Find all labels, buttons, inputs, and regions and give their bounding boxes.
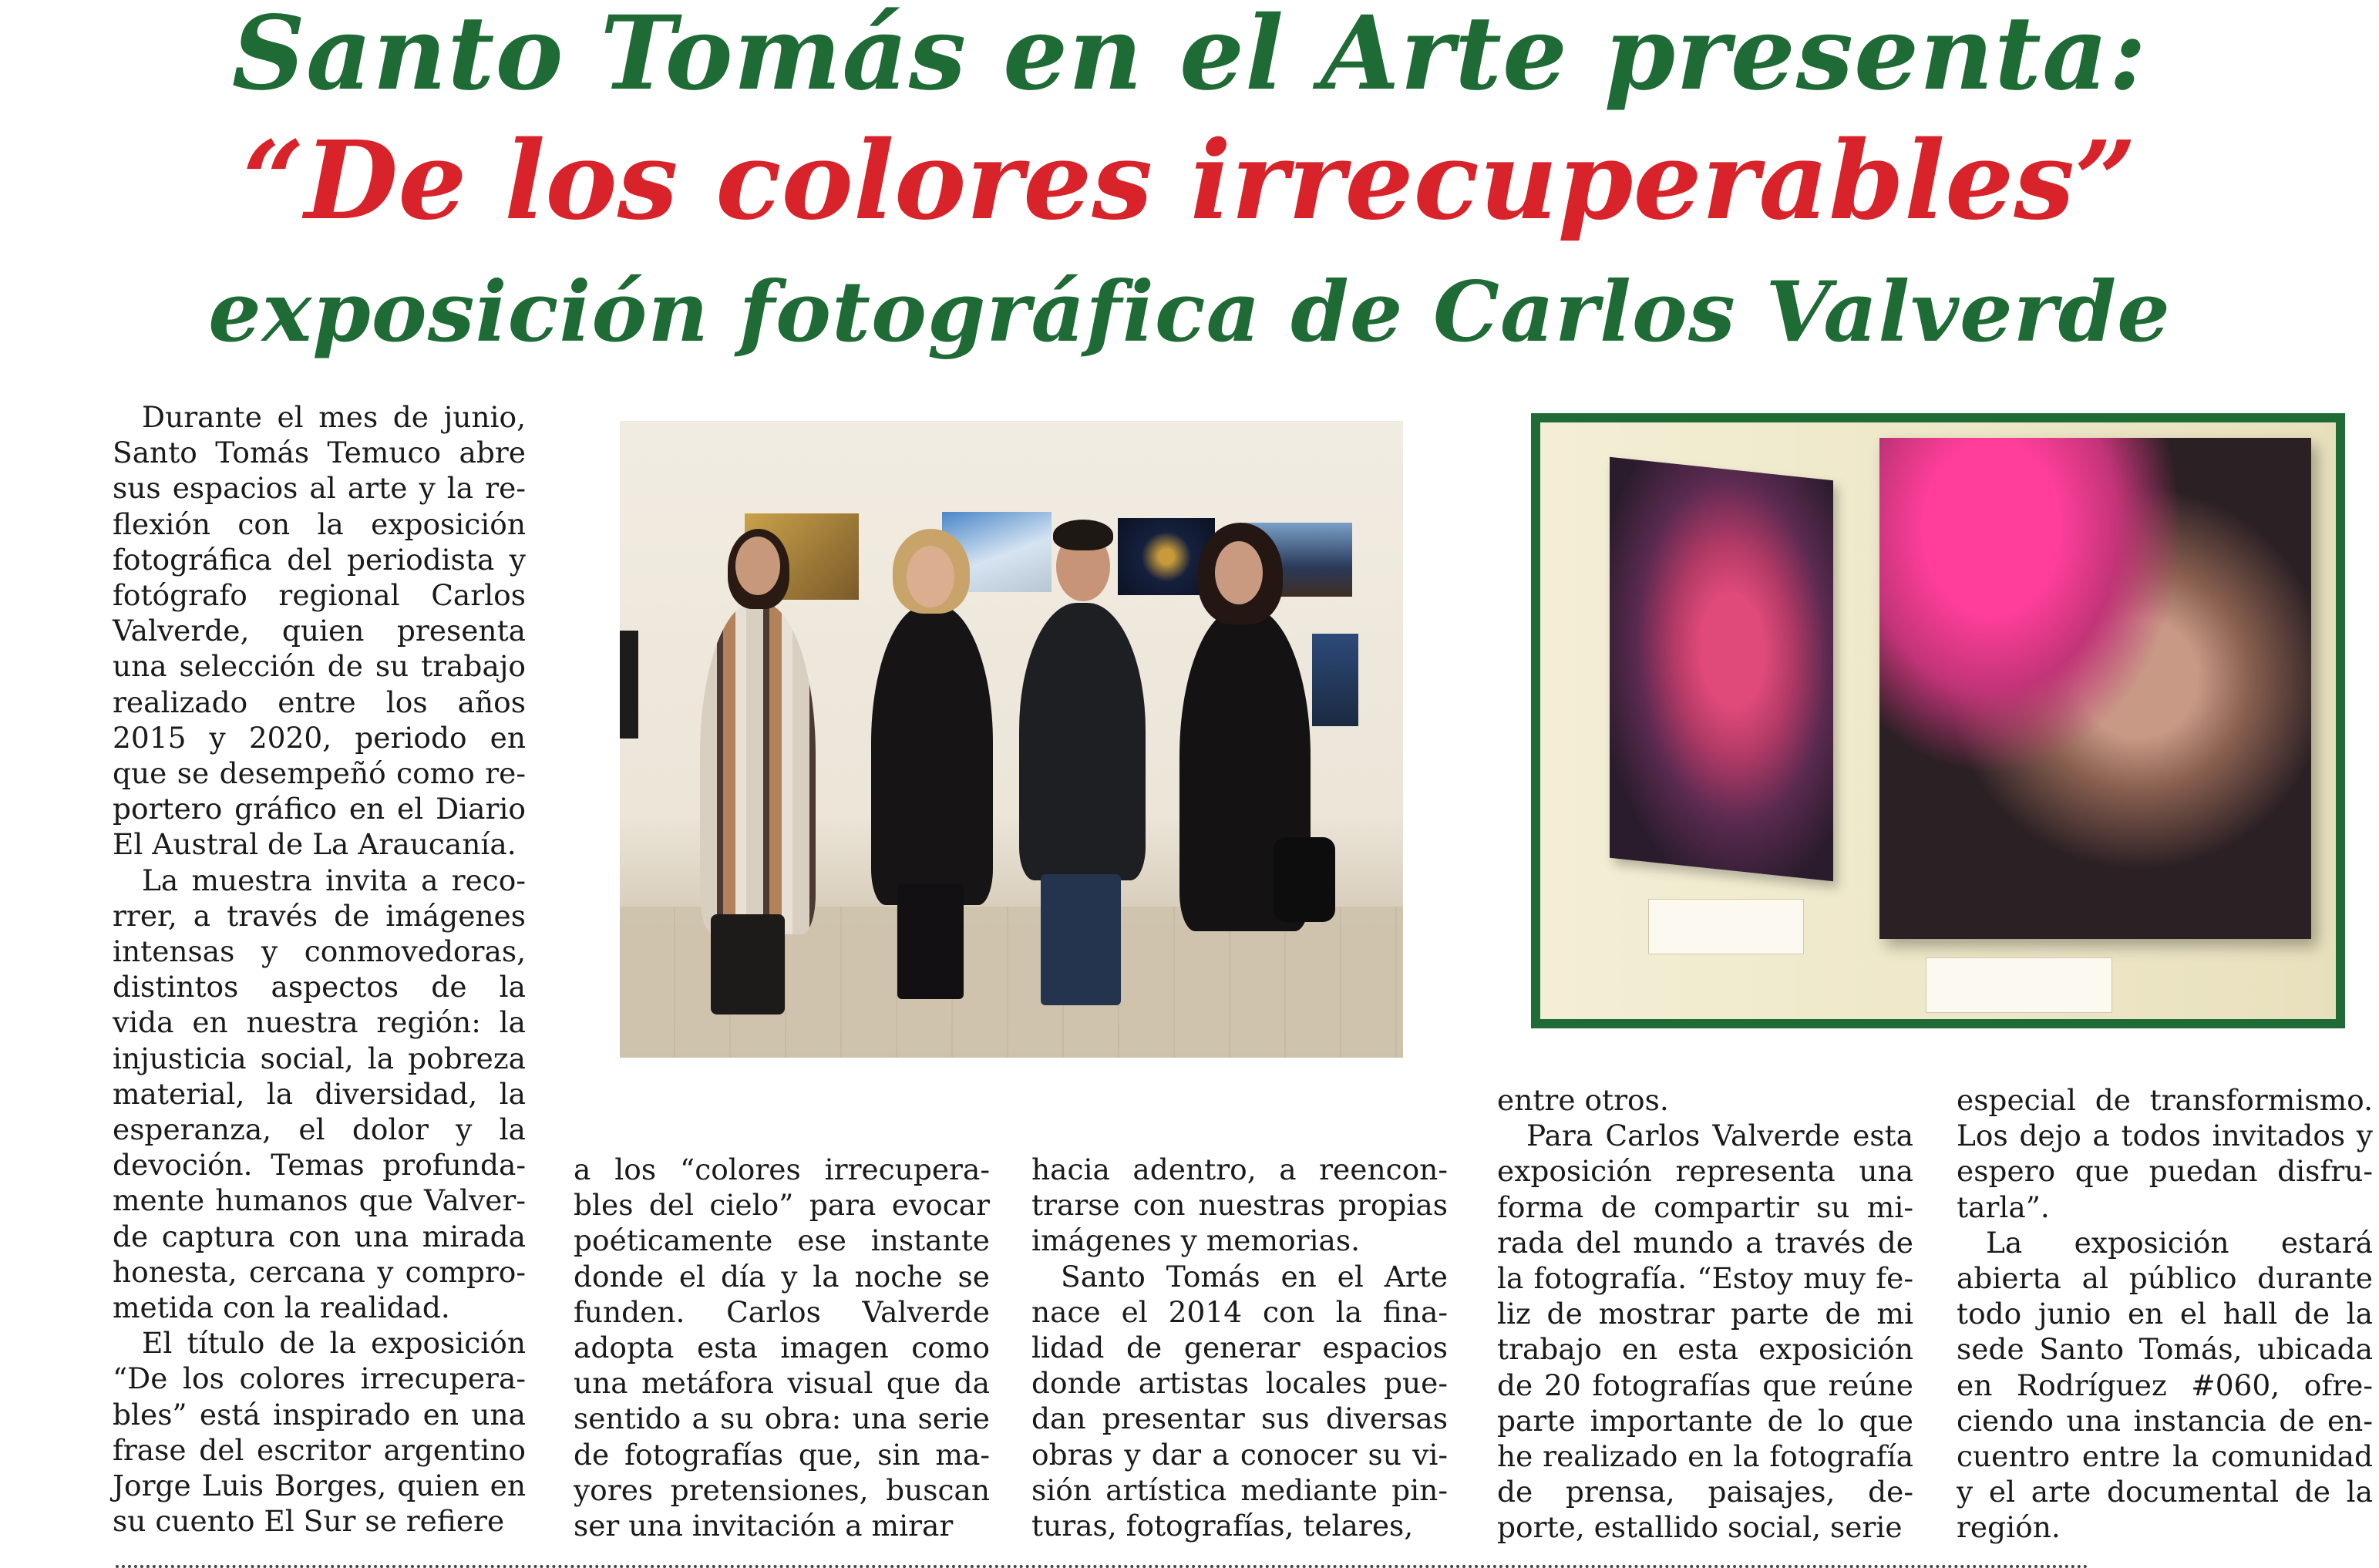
headline-line-1: Santo Tomás en el Arte presenta: [231,0,2148,113]
paragraph: El título de la exposición “De los colores irrecuperables” está inspirado en una frase del escritor argentino Jorge Luis Borges, quien en su cuento El Sur se refiere [113,1326,526,1539]
portrait-left [1610,457,1833,881]
group-photo [620,421,1403,1058]
person-3-jeans [1041,874,1121,1005]
paragraph: especial de transformismo. Los dejo a todos invitados y espero que puedan disfrutarla”. [1957,1083,2373,1224]
article-column-3 [1031,1152,1448,1543]
paragraph: a los “colores irrecuperables del cielo” para evocar poéticamente ese instante donde el día y la noche se funden. Carlos Valverde adopta esta imagen como una metáfora visual que da sentido a su obra: una serie de fotografías que, sin mayores pretensiones, buscan ser una invitación a mirar [574,1152,990,1543]
person-2-coat [871,604,993,905]
paragraph: Santo Tomás en el Arte nace el 2014 con la finalidad de generar espacios donde artistas locales puedan presentar sus diversas obras y dar a conocer su visión artística mediante pinturas, fotografías, telares, [1031,1259,1448,1543]
paragraph: entre otros. [1497,1083,1669,1117]
person-1-face [735,537,780,595]
framed-portraits-photo [1531,413,2345,1028]
person-2-legs [897,883,964,999]
person-1-boots [711,914,785,1014]
person-1-coat [700,603,816,934]
person-4-face [1215,541,1263,604]
paragraph: hacia adentro, a reencontrarse con nuestras propias imágenes y memorias. [1031,1152,1448,1258]
article-column-1 [113,399,526,1539]
headline-line-2: “De los colores irrecuperables” [242,118,2137,244]
caption-card [1926,957,2112,1013]
portrait-right [1879,438,2311,939]
article-column-2 [574,1152,990,1543]
article-column-4 [1497,1082,1913,1546]
person-2-face [907,546,954,607]
headline-line-3: exposición fotográfica de Carlos Valverde [208,264,2171,361]
wall-photo [620,631,638,739]
person-3-hair [1053,520,1113,550]
paragraph: La exposición estará abierta al público durante todo junio en el hall de la sede Santo Tomás, ubicada en Rodríguez #060, ofreciendo una instancia de encuentro entre la comunidad y el arte documental de la región. [1957,1225,2373,1545]
dotted-rule [116,1565,2089,1568]
article-column-5 [1957,1082,2373,1546]
caption-card [1648,899,1804,954]
person-3-jacket [1019,603,1146,880]
person-4-handbag [1274,837,1335,922]
paragraph: Para Carlos Valverde esta exposición representa una forma de compartir su mirada del mundo a través de la fotografía. “Estoy muy feliz de mostrar parte de mi trabajo en esta exposición de 20 fotografías que reúne parte importante de lo que he realizado en la fotografía de prensa, paisajes, deporte, estallido social, serie [1497,1119,1913,1545]
paragraph: La muestra invita a recorrer, a través de imágenes intensas y conmovedoras, distintos aspectos de la vida en nuestra región: la injusticia social, la pobreza material, la diversidad, la esperanza, el dolor y la devoción. Temas profundamente humanos que Valverde captura con una mirada honesta, cercana y comprometida con la realidad. [113,863,526,1325]
paragraph: Durante el mes de junio, Santo Tomás Temuco abre sus espacios al arte y la reflexión con la exposición fotográfica del periodista y fotógrafo regional Carlos Valverde, quien presenta una selección de su trabajo realizado entre los años 2015 y 2020, periodo en que se desempeñó como reportero gráfico en el Diario El Austral de La Araucanía. [113,400,526,862]
wall-photo [1312,634,1358,726]
